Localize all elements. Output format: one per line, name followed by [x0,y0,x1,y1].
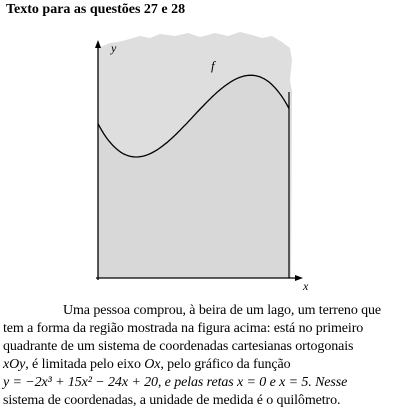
x-axis-arrow [295,275,303,281]
text-line-3: quadrante de um sistema de coordenadas cartesianas ortogonais [3,339,354,354]
text-ox: Ox [144,357,161,372]
text-line-1: Uma pessoa comprou, à beira de um lago, um terreno que [63,303,382,318]
curve-label-f: f [211,58,215,73]
text-line-4b: , é limitada pelo eixo [25,357,145,372]
text-line-2: tem a forma da região mostrada na figura acima: está no primeiro [3,321,364,336]
text-line-4d: , pelo gráfico da função [160,357,291,372]
y-axis-arrow [95,40,101,48]
text-line-6: sistema de coordenadas, a unidade de medida é o quilômetro. [3,393,341,408]
text-line-4 [3,356,406,374]
x-axis-label: x [303,279,309,293]
y-axis-label: y [111,41,117,55]
section-heading: Texto para as questões 27 e 28 [6,2,186,17]
text-xoy: xOy [3,357,26,372]
text-line-5: y = −2x³ + 15x² − 24x + 20, e pelas retas x = 0 e x = 5. Nesse [3,375,348,390]
problem-text [3,302,406,410]
